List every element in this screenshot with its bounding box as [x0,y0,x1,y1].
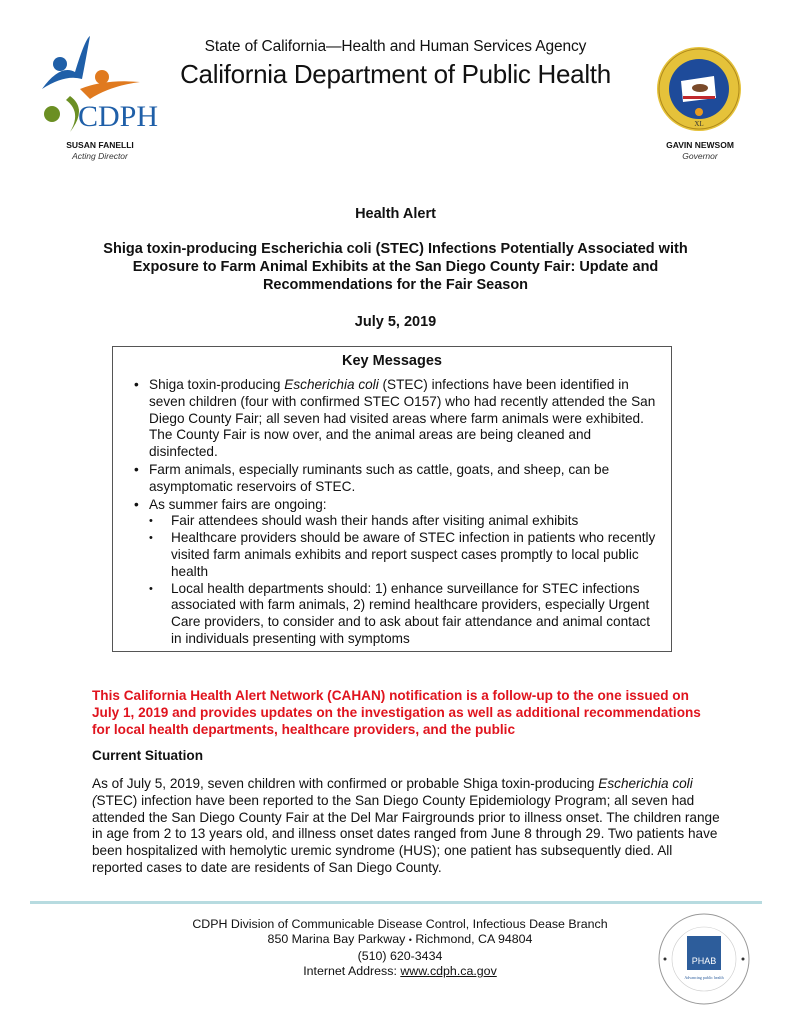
footer-phone: (510) 620-3434 [357,948,443,963]
logo-text: CDPH [78,100,159,133]
current-situation-body: As of July 5, 2019, seven children with confirmed or probable Shiga toxin-producing Escherichia coli (STEC) infection have been reported to the San Diego County Epidemiology Program; all seven had attended the San Diego County Fair at the Del Mar Fairgrounds prior to illness onset. The children range in age from 2 to 13 years old, and illness onset dates ranged from June 8 through 29. Two patients have been hospitalized with hemolytic uremic syndrome (HUS); one patient has subsequently died. All reported cases to date are residents of San Diego County. [92,776,720,875]
svg-text:Advancing public health: Advancing public health [684,975,724,980]
sub-item: • Local health departments should: 1) enhance surveillance for STEC infections associated with farm animals, 2) remind healthcare providers, especially Urgent Care providers, to consider and to ask about fair attendance and animal contact in individuals presenting with symptoms [149,581,663,648]
director-name: SUSAN FANELLI [66,140,134,150]
footer-division: CDPH Division of Communicable Disease Control, Infectious Dease Branch [192,917,608,931]
key-message-item: • As summer fairs are ongoing: • Fair attendees should wash their hands after visiting animal exhibits • Healthcare providers should be aware of STEC infection in patients who recently visited farm animals exhibits and report suspect cases promptly to local public health • Local health departments should: 1) enhance surveillance for STEC infections associated with farm animals, 2) remind healthcare providers, especially Urgent Care providers, to consider and to ask about fair attendance and animal contact in individuals presenting with symptoms [131,497,663,648]
footer-address: 850 Marina Bay Parkway • Richmond, CA 94804 [267,932,533,947]
sub-item: • Healthcare providers should be aware of STEC infection in patients who recently visited farm animals exhibits and report suspect cases promptly to local public health [149,530,663,580]
key-message-item: • Farm animals, especially ruminants such as cattle, goats, and sheep, can be asymptomatic reservoirs of STEC. [131,462,663,496]
key-messages-heading: Key Messages [342,353,442,369]
key-messages-list [131,377,663,649]
key-messages-box [112,346,672,652]
alert-label: Health Alert [355,206,436,222]
agency-name: State of California—Health and Human Services Agency [204,38,587,55]
footer-divider [30,901,762,904]
website-link[interactable]: www.cdph.ca.gov [400,964,497,979]
footer-contact [160,917,640,980]
director-title: Acting Director [72,151,128,161]
governor-name: GAVIN NEWSOM [666,140,734,150]
governor-title: Governor [682,151,718,161]
footer-internet: Internet Address: www.cdph.ca.gov [303,964,497,979]
sub-item: • Fair attendees should wash their hands after visiting animal exhibits [149,513,663,530]
department-name: California Department of Public Health [180,59,611,89]
phab-text: PHAB [691,956,717,966]
governor-seal [656,46,742,132]
phab-accreditation-seal [657,912,751,1006]
seal-text: XL [694,120,704,128]
sub-recommendations-list [149,513,663,647]
alert-date: July 5, 2019 [354,314,437,330]
cahan-notice: This California Health Alert Network (CAHAN) notification is a follow-up to the one issued on July 1, 2019 and provides updates on the investigation as well as additional recommendations for local health departments, healthcare providers, and the public [92,688,701,737]
key-message-item: • Shiga toxin-producing Escherichia coli (STEC) infections have been identified in seven children (four with confirmed STEC O157) who had recently attended the San Diego County Fair; all seven had visited areas where farm animals were exhibited. The County Fair is now over, and the animal areas are being cleaned and disinfected. [131,377,663,461]
current-situation-heading: Current Situation [92,748,204,763]
alert-title: Shiga toxin-producing Escherichia coli (STEC) Infections Potentially Associated with Exposure to Farm Animal Exhibits at the San Diego County Fair: Update and Recommendations for the Fair Season [103,241,688,293]
